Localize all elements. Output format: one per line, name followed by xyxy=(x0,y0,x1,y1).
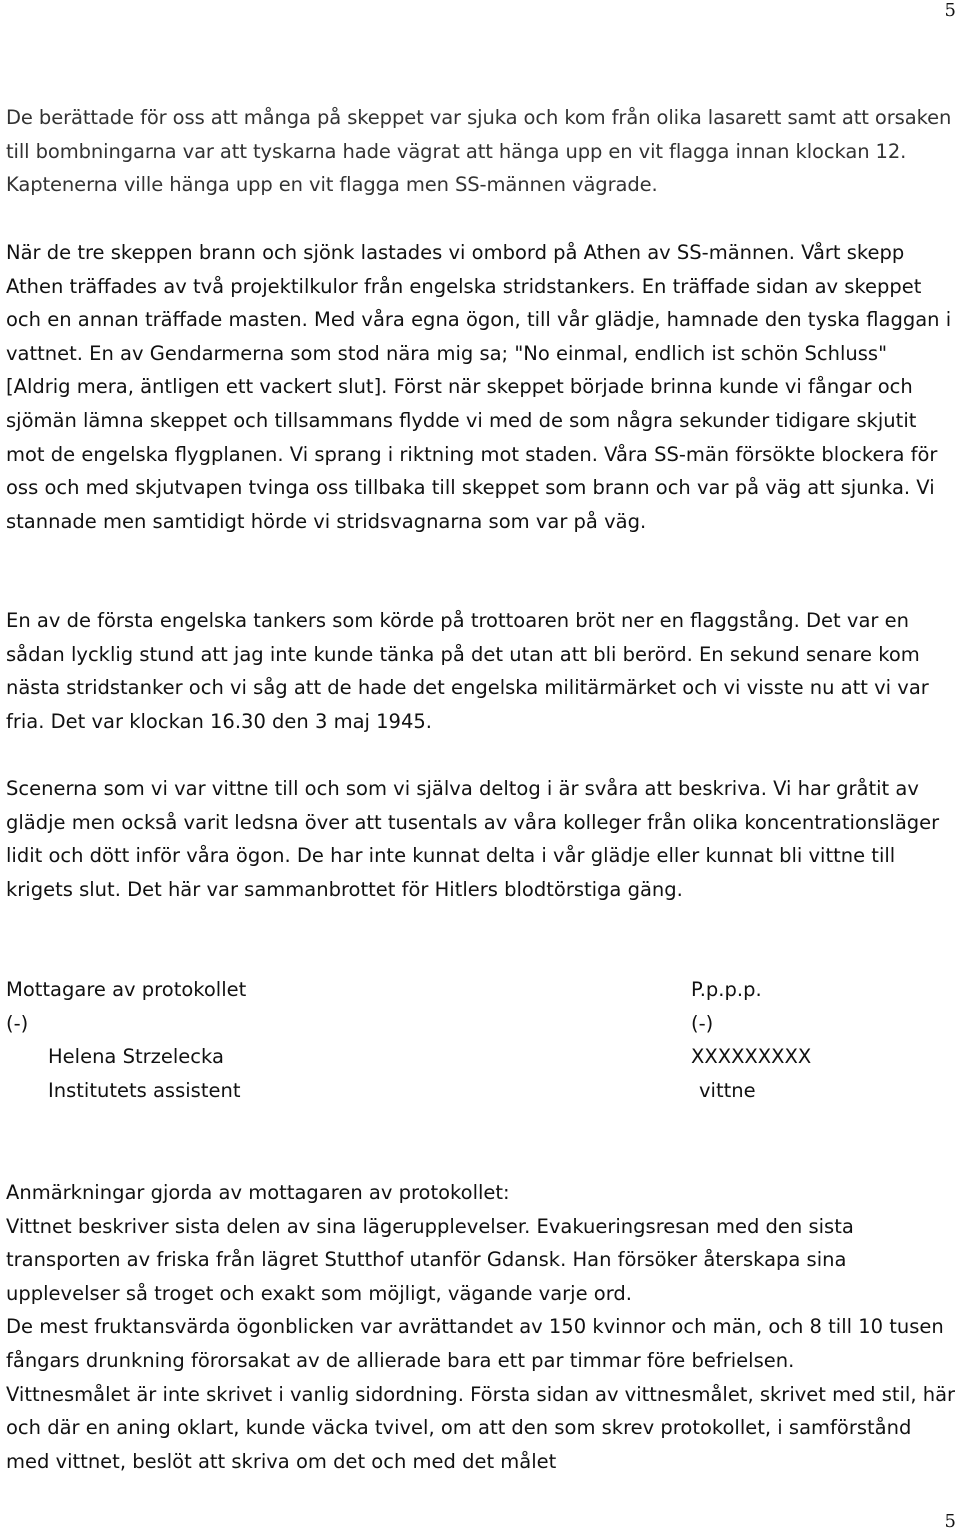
paragraph-4: Scenerna som vi var vittne till och som vi själva deltog i är svåra att beskriva. Vi har gråtit av glädje men också varit ledsna över att tusentals av våra kolleger från olika koncentrationsläger lidit och dött inför våra ögon. De har inte kunnat delta i vår glädje eller kunnat bli vittne till krigets slut. Det här var sammanbrottet för Hitlers blodtörstiga gäng. xyxy=(6,777,940,901)
paragraph-3: En av de första engelska tankers som körde på trottoaren bröt ner en flaggstång. Det var en sådan lycklig stund att jag inte kunde tänka på det utan att bli berörd. En sekund senare kom nästa stridstanker och vi såg att de hade det engelska militärmärket och vi visste nu att vi var fria. Det var klockan 16.30 den 3 maj 1945. xyxy=(6,609,929,733)
signature-mark: (-) xyxy=(691,1011,714,1035)
signature-heading: Mottagare av protokollet xyxy=(6,978,247,1001)
paragraph-2: När de tre skeppen brann och sjönk lastades vi ombord på Athen av SS-männen. Vårt skepp Athen träffades av två projektilkulor från engelska stridstankers. En träffade sidan av skeppet och en annan träffade masten. Med våra egna ögon, till vår glädje, hamnade den tyska flaggan i vattnet. En av Gendarmerna som stod nära mig sa; "No einmal, endlich ist schön Schluss" [Aldrig mera, äntligen ett vackert slut]. Först när skeppet började brinna kunde vi fångar och sjömän lämna skeppet och tillsammans flydde vi med de som några sekunder tidigare skjutit mot de engelska flygplanen. Vi sprang i riktning mot staden. Våra SS-män försökte blockera för oss och med skjutvapen tvinga oss tillbaka till skeppet som brann och var på väg att sjunka. Vi stannade men samtidigt hörde vi stridsvagnarna som var på väg. xyxy=(6,241,952,533)
signature-name: XXXXXXXXX xyxy=(691,1045,812,1069)
paragraph-1: De berättade för oss att många på skeppet var sjuka och kom från olika lasarett samt att orsaken till bombningarna var att tyskarna hade vägrat att hänga upp en vit flagga innan klockan 12. Kaptenerna ville hänga upp en vit flagga men SS-männen vägrade. xyxy=(6,106,952,197)
signature-block-witness xyxy=(691,973,811,1107)
signature-mark: (-) xyxy=(6,1011,29,1035)
signature-block-recipient xyxy=(6,973,246,1107)
notes-heading: Anmärkningar gjorda av mottagaren av protokollet: xyxy=(6,1181,510,1204)
recipient-notes xyxy=(6,1176,958,1478)
notes-paragraph: Vittnet beskriver sista delen av sina lägerupplevelser. Evakueringsresan med den sista transporten av friska från lägret Stutthof utanför Gdansk. Han försöker återskapa sina upplevelser så troget och exakt som möjligt, vägande varje ord. xyxy=(6,1214,854,1305)
signature-name: Helena Strzelecka xyxy=(48,1045,224,1069)
page-number-bottom: 5 xyxy=(944,1511,956,1532)
signature-role: Institutets assistent xyxy=(48,1078,241,1102)
notes-paragraph: De mest fruktansvärda ögonblicken var avrättandet av 150 kvinnor och män, och 8 till 10 tusen fångars drunkning förorsakat av de allierade bara ett par timmar före befrielsen. xyxy=(6,1315,944,1372)
page-number-top: 5 xyxy=(944,0,956,21)
notes-paragraph: Vittnesmålet är inte skrivet i vanlig sidordning. Första sidan av vittnesmålet, skrivet med stil, här och där en aning oklart, kunde väcka tvivel, om att den som skrev protokollet, i samförstånd med vittnet, beslöt att skriva om det och med det målet xyxy=(6,1382,956,1473)
signature-role: vittne xyxy=(699,1078,756,1102)
signature-heading: P.p.p.p. xyxy=(691,978,762,1001)
